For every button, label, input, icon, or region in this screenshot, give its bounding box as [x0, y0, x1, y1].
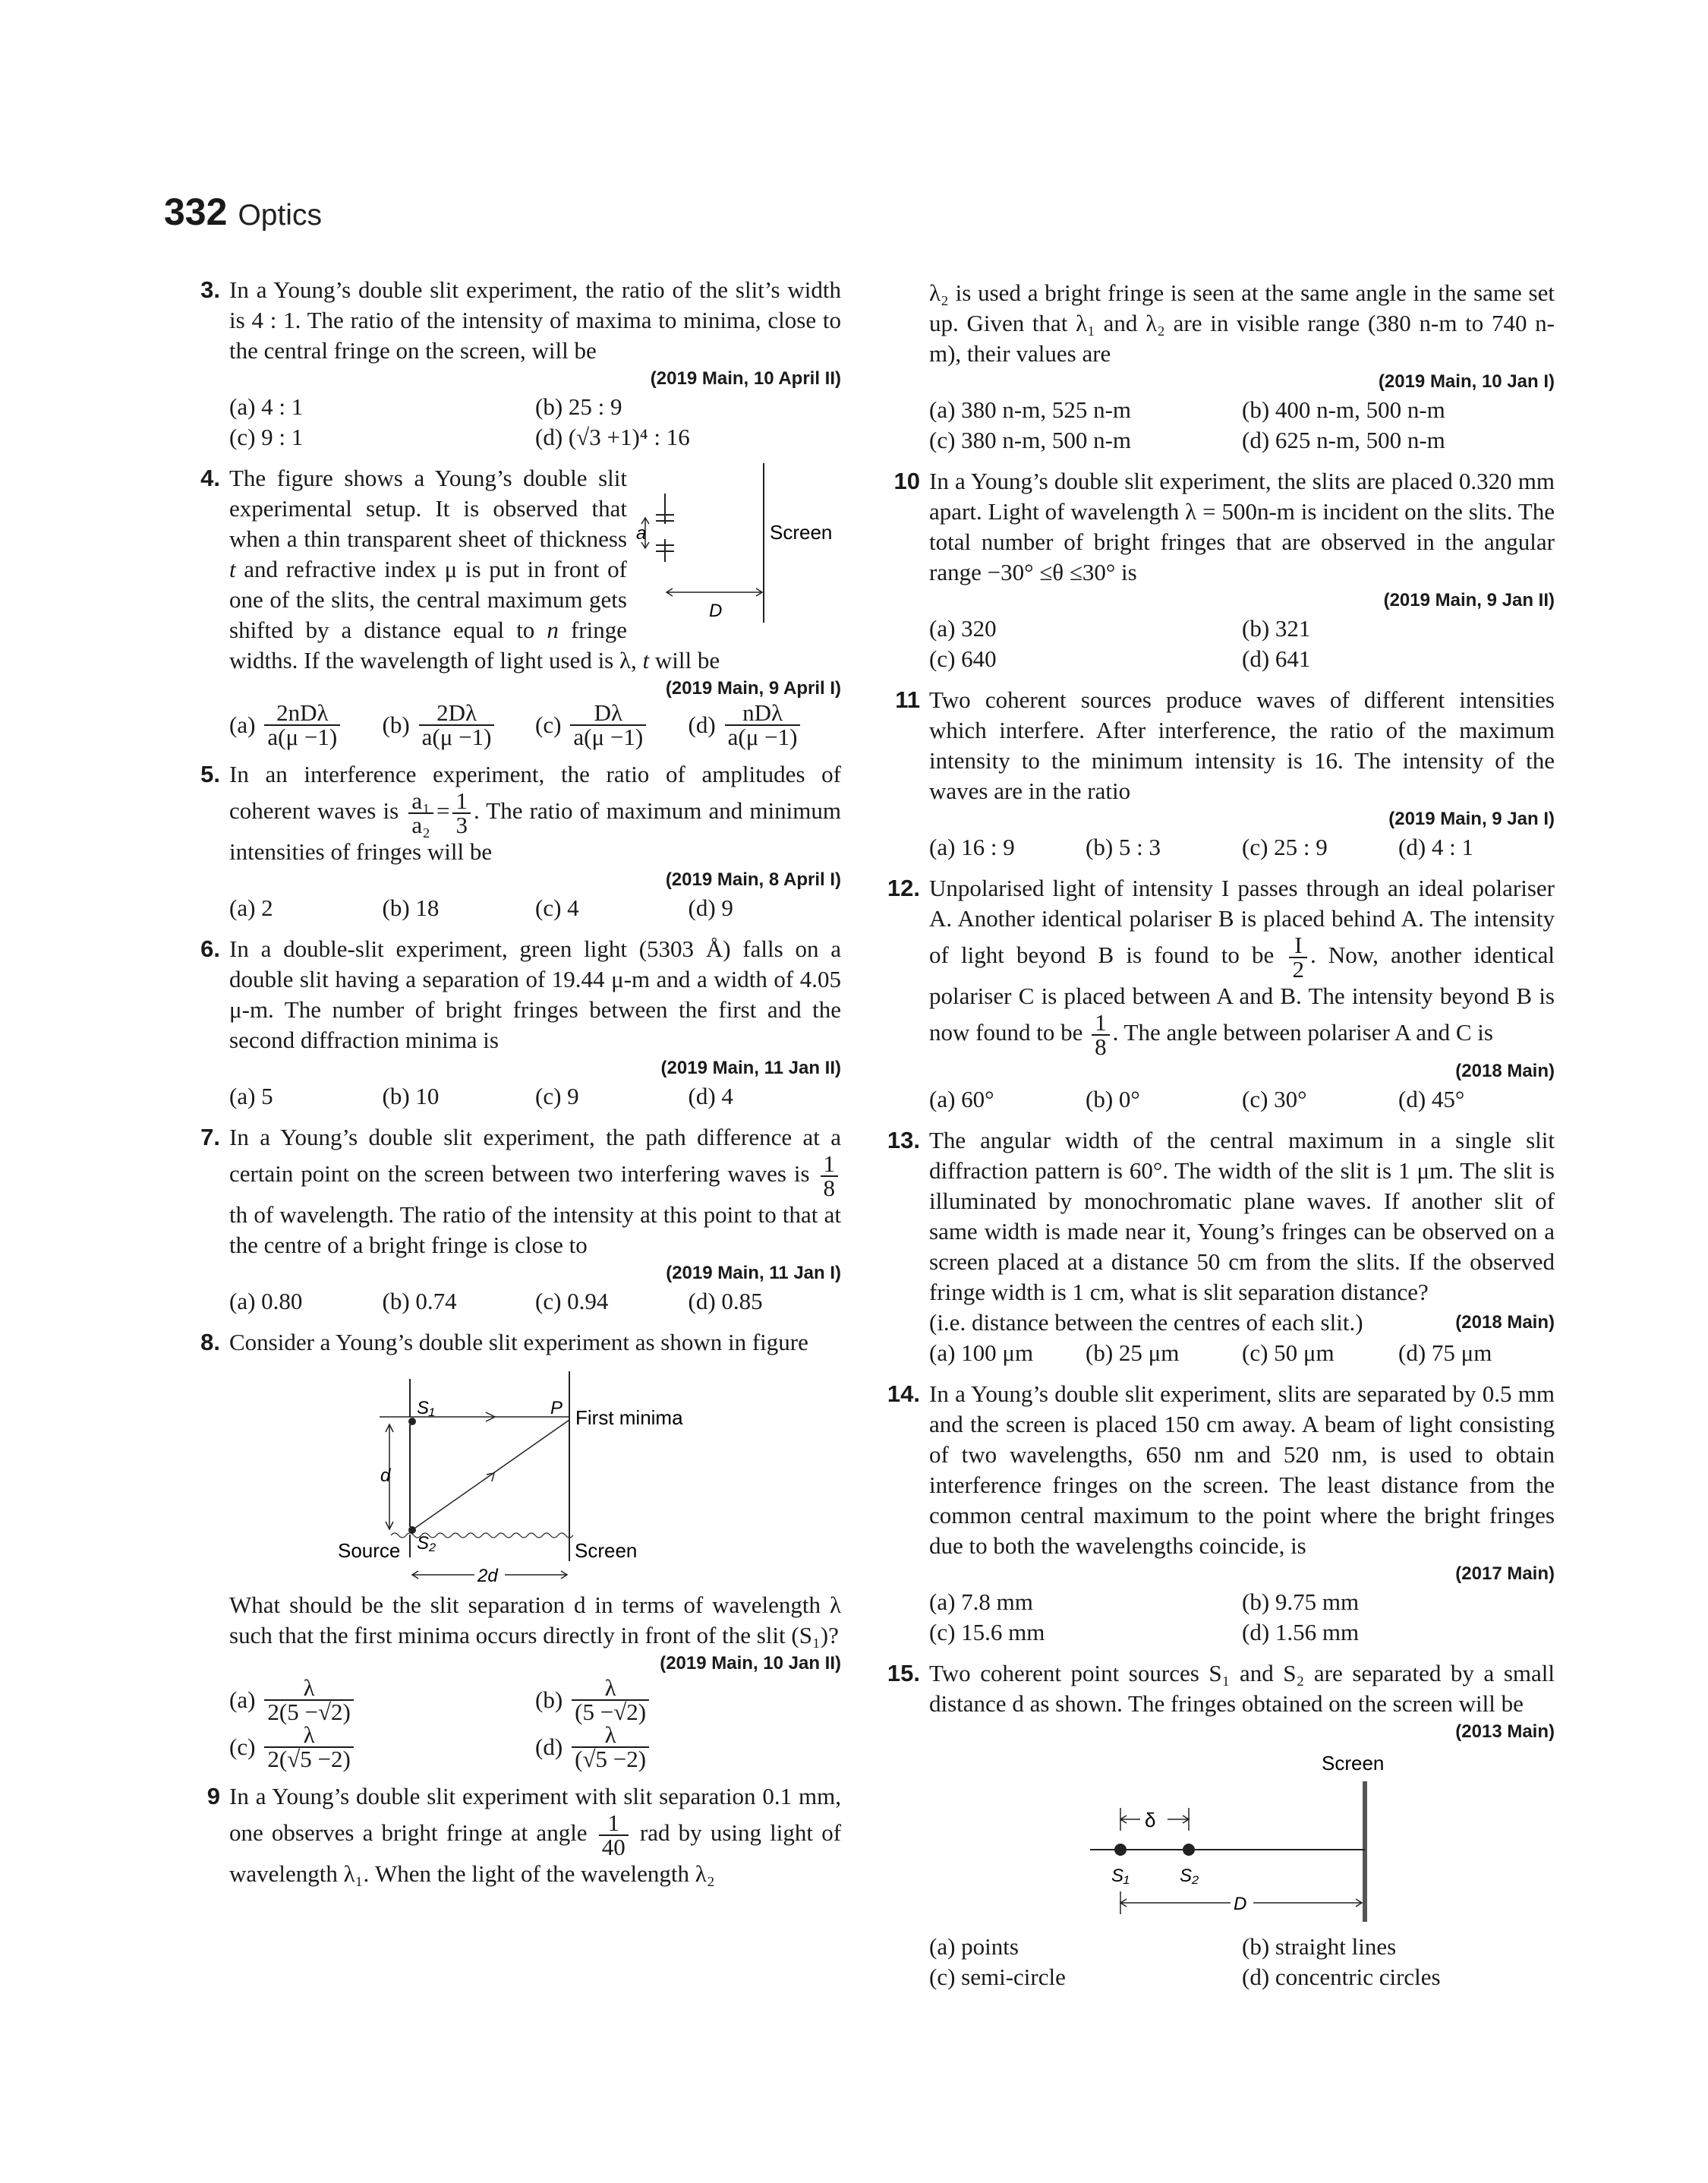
question-4	[187, 463, 841, 749]
distance-d-label: D	[1234, 1894, 1247, 1914]
question-text: What should be the slit separation d in terms of wavelength λ such that the first minima occurs directly in front of the slit (S₁)?	[229, 1592, 841, 1648]
one-eighth-fraction: $\frac{1}{8}$	[821, 1153, 839, 1200]
option-a[interactable]: (a) points	[929, 1933, 1019, 1960]
s2-label: S₂	[1180, 1866, 1199, 1886]
point-sources-figure	[1075, 1751, 1409, 1926]
options	[929, 1084, 1555, 1115]
options	[929, 395, 1555, 456]
question-text: In a Young’s double slit experiment with slit separation 0.1 mm, one observes a bright fringe at angle	[229, 1783, 841, 1847]
question-text: In a Young’s double slit experiment, the slits are placed 0.320 mm apart. Light of wavelength λ = 500n-m is incident on the slits. The total number of bright fringes that are observed in the angular range −30° ≤θ ≤30° is	[929, 468, 1555, 585]
question-text: In an interference experiment, the ratio of amplitudes of coherent waves is	[229, 761, 841, 825]
label-a: a	[636, 523, 647, 544]
option-a[interactable]: (a) $\frac{\lambda}{2(5 -√2)}$	[229, 1677, 535, 1724]
option-d[interactable]: (d) 45°	[1398, 1086, 1465, 1112]
question-text: rad by using light of wavelength λ₁. When the light of the wavelength λ₂	[229, 1819, 842, 1887]
option-d[interactable]: (d) 1.56 mm	[1242, 1619, 1360, 1645]
ydse-geometry-figure	[338, 1364, 733, 1584]
right-column	[887, 278, 1555, 2003]
options	[229, 699, 841, 750]
question-text: . Now, another identical polariser C is placed between A and B. The intensity beyond B is now found to be	[929, 942, 1555, 1046]
double-slit-setup-figure	[636, 463, 834, 623]
option-c[interactable]: (c) 640	[929, 645, 997, 672]
question-number: 14.	[887, 1380, 920, 1407]
option-b[interactable]: (b) straight lines	[1242, 1933, 1397, 1960]
option-d[interactable]: (d) 9	[688, 894, 733, 921]
question-text: and refractive index μ is put in front of one of the slits, the central maximum gets shifted by a distance equal to	[229, 556, 627, 643]
question-source: (2018 Main)	[1455, 1312, 1555, 1333]
option-a[interactable]: (a) $\frac{\text{2nDλ}}{a(\mu -1)}$	[229, 702, 383, 749]
question-number: 13.	[887, 1127, 920, 1153]
options	[229, 1674, 841, 1772]
option-c[interactable]: (c) semi-circle	[929, 1964, 1066, 1990]
question-7	[187, 1122, 841, 1317]
options	[929, 1587, 1555, 1648]
question-number: 4.	[200, 465, 220, 491]
question-source: (2019 Main, 11 Jan II)	[660, 1058, 841, 1078]
option-c[interactable]: (c) 30°	[1242, 1086, 1307, 1112]
question-10	[887, 466, 1555, 674]
option-b[interactable]: (b) 0.74	[382, 1288, 457, 1314]
options	[229, 1081, 841, 1112]
option-d[interactable]: (d) 641	[1242, 645, 1311, 672]
option-d[interactable]: (d) concentric circles	[1242, 1964, 1441, 1990]
option-a[interactable]: (a) 100 μm	[929, 1339, 1034, 1366]
screen-label: Screen	[770, 521, 833, 544]
question-source: (2019 Main, 10 Jan I)	[1378, 371, 1555, 392]
question-number: 12.	[887, 875, 920, 901]
question-text: th of wavelength. The ratio of the intensity at this point to that at the centre of a bright fringe is close to	[229, 1201, 841, 1258]
option-a[interactable]: (a) 2	[229, 894, 273, 921]
question-6	[187, 934, 841, 1112]
question-number: 15.	[887, 1660, 920, 1686]
question-text: In a Young’s double slit experiment, slits are separated by 0.5 mm and the screen is placed 150 cm away. A beam of light consisting of two wavelengths, 650 nm and 520 nm, is used to obtain interference fringes on the screen. The least distance from the common central maximum to the point where the bright fringes due to both the wavelengths coincide, is	[929, 1380, 1555, 1559]
question-text: Two coherent sources produce waves of different intensities which interfere. After interference, the ratio of the maximum intensity to the minimum intensity is 16. The intensity of the waves are in the ratio	[929, 686, 1555, 804]
option-d[interactable]: (d) 4	[688, 1083, 733, 1109]
question-number: 5.	[200, 761, 220, 787]
option-b[interactable]: (b) 25 μm	[1086, 1339, 1180, 1366]
option-b[interactable]: (b) 18	[382, 894, 440, 921]
question-source: (2013 Main)	[1455, 1721, 1555, 1742]
option-c[interactable]: (c) $\frac{D\lambda}{a(\mu -1)}$	[535, 702, 689, 749]
option-b[interactable]: (b) $\frac{\lambda}{(5 -√2)}$	[535, 1677, 841, 1724]
option-a[interactable]: (a) 320	[929, 615, 997, 642]
option-d[interactable]: (d) (√3 +1)⁴ : 16	[535, 424, 690, 450]
question-number: 3.	[200, 276, 220, 303]
question-text: fringe widths. If the wavelength of light used is λ,	[229, 617, 643, 674]
options	[229, 893, 841, 923]
question-text: Consider a Young’s double slit experiment as shown in figure	[229, 1329, 808, 1355]
question-source: (2019 Main, 9 Jan II)	[1383, 590, 1555, 610]
option-b[interactable]: (b) 9.75 mm	[1242, 1588, 1360, 1615]
option-b[interactable]: (b) 5 : 3	[1086, 834, 1161, 860]
option-c[interactable]: (c) 9	[535, 1083, 579, 1109]
question-12	[887, 873, 1555, 1115]
option-d[interactable]: (d) 0.85	[688, 1288, 763, 1314]
question-14	[887, 1379, 1555, 1648]
option-a[interactable]: (a) 60°	[929, 1086, 994, 1112]
delta-label: δ	[1145, 1809, 1156, 1831]
option-c[interactable]: (c) 15.6 mm	[929, 1619, 1045, 1645]
option-b[interactable]: (b) 321	[1242, 615, 1311, 642]
question-source: (2019 Main, 9 Jan I)	[1388, 809, 1555, 829]
screen-label: Screen	[575, 1539, 638, 1562]
option-b[interactable]: (b) 400 n-m, 500 n-m	[1242, 396, 1445, 423]
chapter-title: Optics	[238, 199, 322, 232]
options	[929, 1932, 1555, 1992]
question-text: . The ratio of maximum and minimum intensities of fringes will be	[229, 797, 841, 865]
question-3	[187, 275, 841, 453]
option-c[interactable]: (c) 380 n-m, 500 n-m	[929, 427, 1132, 453]
question-text: In a Young’s double slit experiment, the ratio of the slit’s width is 4 : 1. The ratio of the intensity of maxima to minima, close to the central fringe on the screen, will be	[229, 276, 841, 364]
question-number: 6.	[200, 935, 220, 962]
option-a[interactable]: (a) 5	[229, 1083, 273, 1109]
question-source: (2018 Main)	[1455, 1061, 1555, 1081]
option-d[interactable]: (d) 625 n-m, 500 n-m	[1242, 427, 1445, 453]
option-b[interactable]: (b) $\frac{2D\lambda}{a(\mu -1)}$	[383, 702, 536, 749]
page-header	[164, 190, 322, 234]
question-text: Unpolarised light of intensity I passes through an ideal polariser A. Another identical polariser B is placed behind A. The intensity of light beyond B is found to be	[929, 875, 1555, 969]
s1-label: S₁	[417, 1398, 435, 1418]
question-number: 9	[206, 1783, 220, 1809]
option-a[interactable]: (a) 380 n-m, 525 n-m	[929, 396, 1132, 423]
option-c[interactable]: (c) $\frac{\lambda}{2(√5 -2)}$	[229, 1724, 535, 1771]
s2-label: S₂	[417, 1533, 436, 1554]
options	[229, 1286, 841, 1317]
option-c[interactable]: (c) 25 : 9	[1242, 834, 1328, 860]
question-number: 10	[893, 468, 920, 494]
question-number: 8.	[200, 1329, 220, 1355]
option-c[interactable]: (c) 0.94	[535, 1288, 609, 1314]
question-text: will be	[649, 647, 720, 674]
question-text: In a Young’s double slit experiment, the path difference at a certain point on the screen between two interfering waves is	[229, 1124, 841, 1188]
question-8	[187, 1327, 841, 1771]
option-d[interactable]: (d) 4 : 1	[1398, 834, 1474, 860]
options	[929, 614, 1555, 674]
option-a[interactable]: (a) 4 : 1	[229, 393, 304, 420]
option-b[interactable]: (b) 10	[382, 1083, 440, 1109]
option-b[interactable]: (b) 25 : 9	[535, 393, 622, 420]
question-text: The angular width of the central maximum in a single slit diffraction pattern is 60°. The width of the slit is 1 μm. The slit is illuminated by monochromatic plane waves. If another slit of same width is made near it, Young’s fringes can be observed on a screen placed at a distance 50 cm from the slits. If the observed fringe width is 1 cm, what is slit separation distance?	[929, 1127, 1555, 1305]
question-source: (2017 Main)	[1455, 1563, 1555, 1584]
question-15	[887, 1658, 1555, 1992]
option-b[interactable]: (b) 0°	[1086, 1086, 1140, 1112]
option-a[interactable]: (a) 16 : 9	[929, 834, 1015, 860]
question-number: 11	[895, 686, 920, 713]
s1-label: S₁	[1111, 1866, 1130, 1886]
question-source: (2019 Main, 10 April II)	[650, 368, 841, 389]
angle-fraction: $\frac{1}{40}$	[599, 1812, 629, 1859]
var-t: t	[642, 647, 650, 674]
question-source: (2019 Main, 11 Jan I)	[666, 1263, 841, 1283]
question-11	[887, 685, 1555, 863]
page-number: 332	[164, 191, 228, 233]
option-c[interactable]: (c) 50 μm	[1242, 1339, 1335, 1366]
source-label: Source	[338, 1539, 401, 1562]
question-13	[887, 1125, 1555, 1368]
amplitude-ratio-rhs: $\frac{1}{3}$	[452, 790, 471, 837]
d-label: d	[380, 1465, 391, 1486]
option-d[interactable]: (d) $\frac{\lambda}{(√5 -2)}$	[535, 1724, 841, 1771]
intensity-eighth-fraction: $\frac{1}{8}$	[1092, 1011, 1110, 1058]
point-p-label: P	[550, 1398, 563, 1418]
question-note: (i.e. distance between the centres of each slit.)	[929, 1309, 1363, 1336]
option-a[interactable]: (a) 7.8 mm	[929, 1588, 1033, 1615]
option-d[interactable]: (d) $\frac{\text{nDλ}}{a(\mu -1)}$	[689, 702, 842, 749]
question-source: (2019 Main, 8 April I)	[665, 869, 841, 890]
question-number: 7.	[200, 1124, 220, 1150]
question-9	[187, 1781, 841, 1889]
first-minima-label: First minima	[575, 1406, 683, 1429]
question-9-continued	[887, 278, 1555, 456]
var-n: n	[547, 617, 559, 643]
options	[229, 392, 841, 453]
options	[929, 1338, 1555, 1368]
question-text: λ₂ is used a bright fringe is seen at the same angle in the same set up. Given that λ₁ and λ₂ are in visible range (380 n-m to 740 n-m), their values are	[929, 279, 1555, 367]
amplitude-ratio-lhs: $\frac{\text{a₁}}{\text{a₂}}$	[408, 790, 433, 837]
question-text: Two coherent point sources S₁ and S₂ are separated by a small distance d as shown. The fringes obtained on the screen will be	[929, 1660, 1555, 1717]
left-column	[187, 275, 841, 1900]
screen-label: Screen	[1322, 1752, 1385, 1774]
var-t: t	[229, 556, 236, 582]
question-text: The figure shows a Young’s double slit experimental setup. It is observed that when a thin transparent sheet of thickness	[229, 465, 627, 552]
option-a[interactable]: (a) 0.80	[229, 1288, 303, 1314]
question-5	[187, 759, 841, 923]
intensity-half-fraction: $\frac{I}{2}$	[1289, 934, 1307, 981]
question-text: . The angle between polariser A and C is	[1112, 1019, 1493, 1046]
option-d[interactable]: (d) 75 μm	[1398, 1339, 1492, 1366]
equals-sign: =	[436, 797, 450, 825]
label-d: D	[709, 601, 723, 621]
option-c[interactable]: (c) 9 : 1	[229, 424, 304, 450]
options	[929, 832, 1555, 863]
two-d-label: 2d	[477, 1566, 498, 1584]
question-source: (2019 Main, 9 April I)	[665, 678, 841, 699]
question-source: (2019 Main, 10 Jan II)	[660, 1653, 841, 1674]
question-text: In a double-slit experiment, green light (5303 Å) falls on a double slit having a separation of 19.44 μ-m and a width of 4.05 μ-m. The number of bright fringes between the first and the second diffraction minima is	[229, 935, 841, 1053]
option-c[interactable]: (c) 4	[535, 894, 579, 921]
